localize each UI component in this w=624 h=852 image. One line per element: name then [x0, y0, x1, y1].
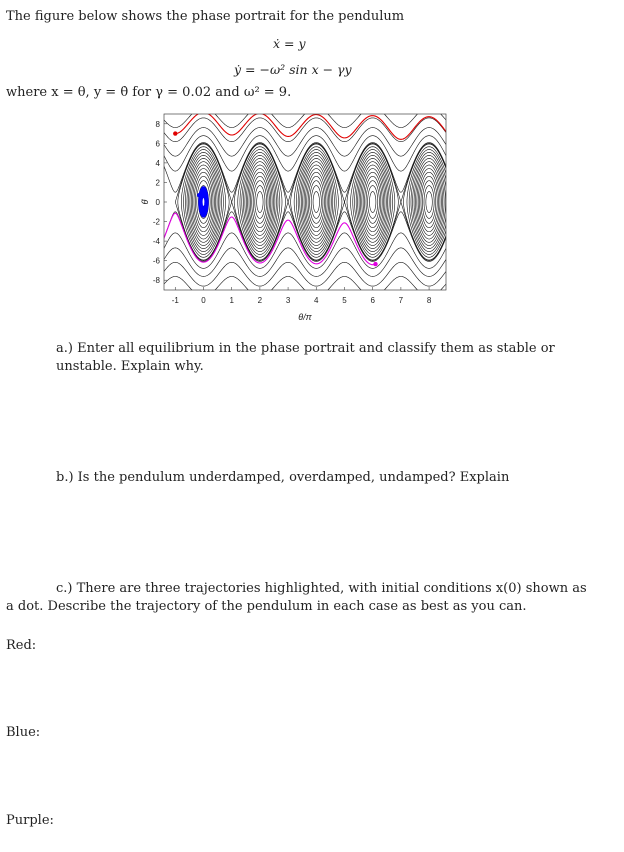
x-tick-label: 8	[426, 296, 432, 305]
trajectory-blue	[199, 187, 208, 217]
where-line: where x = θ, y = θ̇ for γ = 0.02 and ω² = 9.	[6, 85, 292, 100]
libration-orbit	[368, 186, 378, 219]
x-axis-label: θ/π	[298, 312, 312, 322]
libration-orbit	[185, 152, 221, 251]
intro-text: The figure below shows the phase portrait for the pendulum	[6, 9, 405, 24]
answer-label-red: Red:	[6, 638, 37, 653]
libration-orbit	[424, 186, 434, 219]
y-tick-label: 4	[155, 158, 160, 168]
x-tick-label: 1	[229, 296, 234, 305]
initial-condition-red	[173, 131, 177, 135]
y-tick-label: 6	[155, 139, 160, 149]
libration-orbit	[414, 158, 444, 245]
y-tick-label: 2	[155, 178, 160, 188]
y-tick-label: 8	[155, 119, 160, 129]
libration-orbit	[365, 176, 381, 227]
libration-orbit	[362, 169, 384, 236]
libration-orbit	[187, 155, 220, 248]
equation-x-dot: ẋ = y	[273, 36, 306, 51]
y-tick-label: -6	[152, 256, 160, 266]
libration-orbit	[418, 169, 440, 236]
rotation-orbit	[164, 128, 446, 157]
rotation-orbit	[164, 110, 446, 113]
y-tick-label: -2	[152, 217, 160, 227]
libration-orbit	[300, 155, 333, 248]
libration-orbit	[421, 176, 437, 227]
libration-orbit	[253, 181, 266, 224]
x-tick-label: 0	[201, 296, 206, 305]
libration-orbit	[301, 158, 331, 245]
answer-label-blue: Blue:	[6, 725, 41, 740]
question-a: a.) Enter all equilibrium in the phase portrait and classify them as stable or unstable. Explain why.	[56, 341, 555, 374]
libration-orbit	[355, 152, 391, 251]
libration-orbit	[413, 155, 446, 248]
x-tick-label: 7	[398, 296, 404, 305]
y-tick-label: 0	[155, 198, 160, 207]
libration-orbit	[188, 158, 218, 245]
libration-orbit	[311, 186, 321, 219]
libration-orbit	[358, 158, 388, 245]
libration-orbit	[422, 181, 435, 224]
answer-label-purple: Purple:	[6, 813, 54, 828]
rotation-orbit	[164, 262, 446, 286]
initial-condition-blue	[197, 193, 201, 197]
x-tick-label: 2	[257, 296, 263, 305]
libration-orbit	[305, 169, 327, 236]
x-tick-label: 5	[342, 296, 347, 305]
libration-orbit	[245, 158, 275, 245]
libration-orbit	[313, 192, 319, 213]
libration-orbit	[369, 192, 375, 213]
libration-orbit	[242, 152, 278, 251]
phase-portrait-figure	[138, 110, 458, 328]
y-tick-label: -4	[152, 237, 160, 247]
libration-orbit	[426, 192, 432, 213]
rotation-orbit	[164, 143, 446, 193]
libration-orbit	[298, 152, 334, 251]
libration-orbit	[243, 155, 276, 248]
x-tick-label: 4	[314, 296, 319, 305]
x-tick-label: -1	[171, 296, 179, 305]
libration-orbit	[255, 186, 265, 219]
libration-orbit	[308, 176, 324, 227]
libration-orbit	[193, 169, 215, 236]
question-c: c.) There are three trajectories highlighted, with initial conditions x(0) shown as a dot. Describe the trajectory of the pendulum in each case as best as you can.	[6, 581, 587, 614]
y-axis-label: θ̇	[140, 199, 150, 205]
rotation-orbit	[164, 276, 446, 296]
libration-orbit	[257, 192, 263, 213]
libration-orbit	[249, 169, 271, 236]
libration-orbit	[356, 155, 389, 248]
libration-orbit	[252, 176, 268, 227]
equation-y-dot: ẏ = −ω² sin x − γy	[234, 62, 352, 77]
libration-orbit	[366, 181, 379, 224]
x-tick-label: 3	[285, 296, 291, 305]
rotation-orbit	[164, 291, 446, 309]
y-tick-label: -8	[152, 276, 160, 286]
initial-condition-purple	[373, 262, 377, 266]
libration-orbit	[195, 176, 211, 227]
libration-orbit	[310, 181, 323, 224]
question-b: b.) Is the pendulum underdamped, overdamped, undamped? Explain	[56, 470, 510, 485]
libration-orbit	[411, 152, 447, 251]
x-tick-label: 6	[370, 296, 375, 305]
